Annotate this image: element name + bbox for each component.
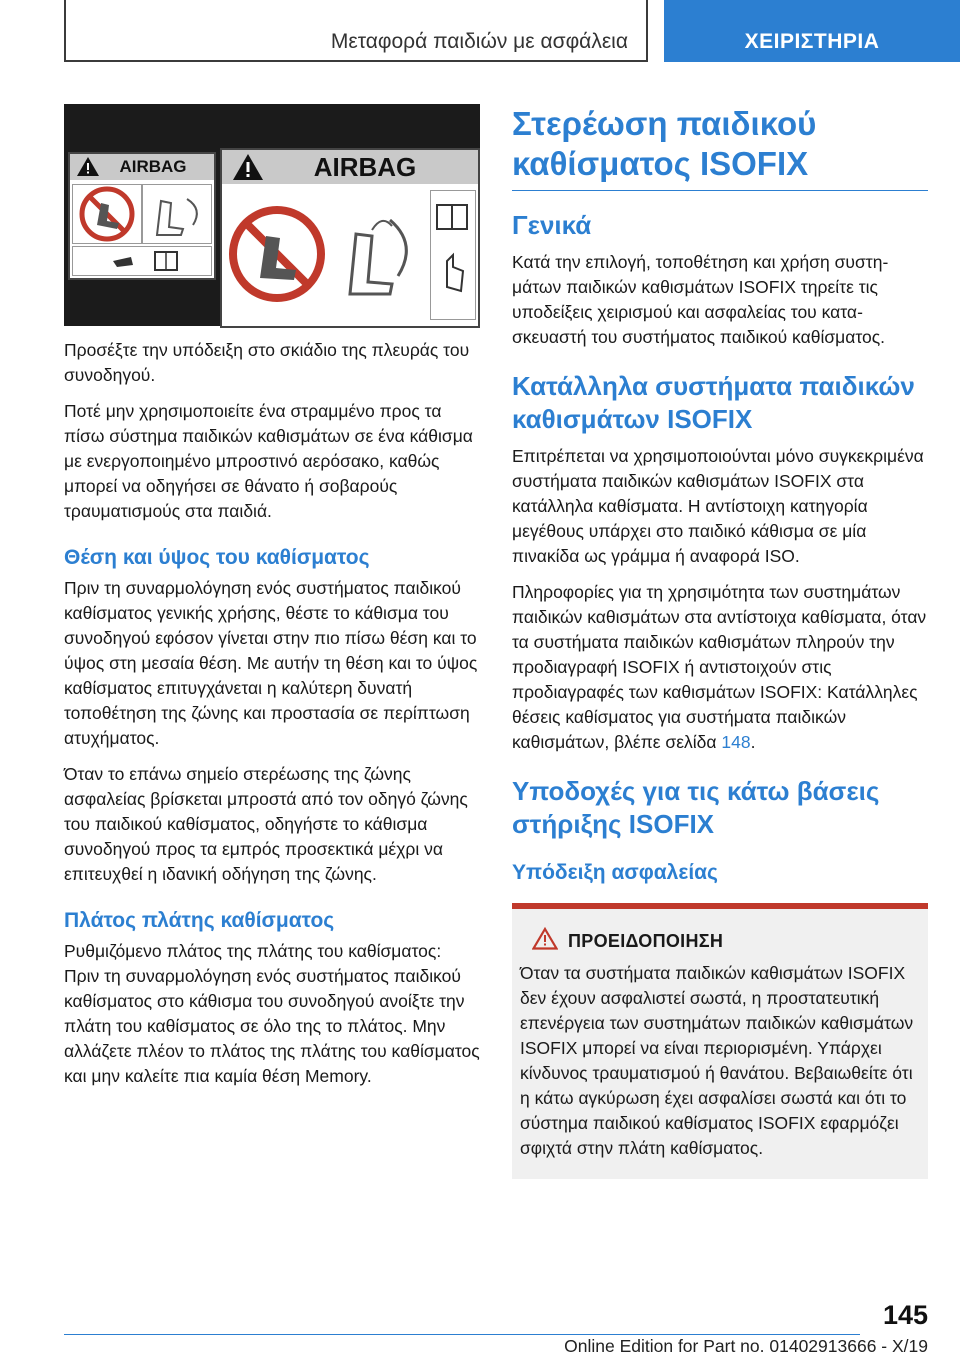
- airbag-label-large-text: AIRBAG: [313, 152, 417, 182]
- paragraph: Όταν το επάνω σημείο στερέωσης της ζώνης ασφαλείας βρίσκεται μπροστά από τον οδηγό ζώνης του παιδικού καθίσματος, οδηγήστε το κάθισμα συνοδηγού προς τα εμπρός προσεκτικά μέχρι να επιτευχθεί η ιδανική οδήγηση της ζώνης.: [64, 764, 468, 884]
- section-box: [64, 0, 648, 62]
- paragraph: [512, 580, 928, 755]
- warning-box: [512, 909, 928, 1179]
- book-icon: [73, 247, 211, 275]
- manual-reference-cell: [430, 190, 476, 320]
- section-title: Μεταφορά παιδιών με ασφάλεια: [330, 30, 628, 53]
- edition-note: Online Edition for Part no. 01402913666 - X/19: [564, 1336, 928, 1356]
- warning-triangle-icon: [232, 153, 264, 189]
- warning-text: Όταν τα συστήματα παιδικών καθισμάτων ISOFIX δεν έχουν ασφαλιστεί σωστά, η προστατευτική επενέργεια των συστημάτων παιδικών καθισμάτων ISOFIX μπορεί να είναι περιορισμένη. Υπάρχει κίνδυνος τραυματισμού ή θανάτου. Βεβαιωθείτε ότι η κάτω αγκύρωση έχει ασφαλίσει σωστά και ότι το σύστημα παιδικού καθίσματος ISOFIX εφαρμόζει σφιχτά στην πλάτη καθίσματος.: [520, 963, 914, 1158]
- paragraph-end: .: [750, 732, 756, 752]
- manual-reference-cell: [72, 246, 212, 276]
- chapter-tab[interactable]: [664, 0, 960, 62]
- no-rear-facing-seat-icon: [72, 184, 142, 244]
- airbag-label-figure: [64, 104, 480, 326]
- airbag-deploy-icon: [142, 184, 212, 244]
- page-number: 145: [882, 1300, 928, 1330]
- airbag-label-large: [220, 148, 480, 328]
- airbag-label-small-text: AIRBAG: [119, 157, 187, 176]
- heading-suitable-systems: Κατάλληλα συστήματα παιδικών καθισμάτων ISOFIX: [512, 371, 915, 434]
- airbag-deploy-icon: [332, 190, 426, 318]
- heading-general: Γενικά: [512, 210, 592, 240]
- paragraph: Ποτέ μην χρησιμοποιείτε ένα στραμμένο προς τα πίσω σύστημα παιδικών καθισμάτων σε ένα κάθισμα με ενεργοποιημένο μπροστινό αερόσακο, καθώς μπορεί να οδηγήσει σε θάνατο ή σοβαρούς τραυματισμούς στα παιδιά.: [64, 401, 473, 521]
- paragraph: Προσέξτε την υπόδειξη στο σκιάδιο της πλευράς του συνοδηγού.: [64, 340, 470, 385]
- heading-isofix-anchors: Υποδοχές για τις κάτω βάσεις στήριξης ISOFIX: [512, 776, 880, 839]
- page-header: [64, 0, 960, 66]
- paragraph: Πριν τη συναρμολόγηση ενός συστήματος παιδικού καθίσματος γενικής χρήσης, θέστε το κάθισμα του συνοδηγού εφόσον γίνεται στην πιο πίσω θέση και το ύψος στη μεσαία θέση. Με αυτήν τη θέση και το ύψος καθίσματος επιτυγχάνεται η καλύτερη δυνατή τοποθέτηση της ζώνης και προστασία σε περίπτωση ατυχήματος.: [64, 578, 478, 748]
- page-link[interactable]: 148: [721, 732, 751, 752]
- paragraph-text: Πληροφορίες για τη χρησιμότητα των συστημάτων παιδικών καθισμάτων στα αντίστοιχα καθίσματα, όταν τα συστήματα παιδικών καθισμάτων πληρούν την προδιαγραφή ISOFIX ή αντιστοιχούν στις προδιαγραφές των καθισμάτων ISOFIX: Κατάλληλες θέσεις καθίσματος για συστήματα παιδικών καθισμάτων, βλέπε σελίδα: [512, 582, 927, 752]
- footer-rule: [64, 1334, 860, 1335]
- chapter-tab-label: ΧΕΙΡΙΣΤΗΡΙΑ: [744, 30, 880, 53]
- heading-safety-note: Υπόδειξη ασφαλείας: [512, 861, 718, 884]
- airbag-label-small: [68, 152, 216, 280]
- paragraph: Επιτρέπεται να χρησιμοποιούνται μόνο συγκεκριμένα συστήματα παιδικών καθισμάτων ISOFIX στα κατάλληλα καθίσματα. Η αντίστοιχη κατηγορία μεγέθους υπάρχει στο παιδικό κάθισμα σε μία πινακίδα ως γράμμα ή αναφορά ISO.: [512, 446, 924, 566]
- title-divider: [512, 190, 928, 191]
- warning-triangle-icon: [76, 156, 100, 185]
- right-column: [512, 104, 928, 1179]
- page-title: Στερέωση παιδικού καθίσματος ISOFIX: [512, 105, 817, 182]
- paragraph: Ρυθμιζόμενο πλάτος της πλάτης του καθίσματος: Πριν τη συναρμολόγηση ενός συστήματος παιδικού καθίσματος στο κάθισμα του συνοδηγού ανοίξτε την πλάτη του καθίσματος σε όλο της το πλάτος. Μην αλλάζετε πλέον το πλάτος της πλάτης του καθίσματος και μην καλείτε πια καμία θέση Memory.: [64, 941, 480, 1086]
- heading-seat-position: Θέση και ύψος του καθίσματος: [64, 546, 370, 569]
- warning-title: ΠΡΟΕΙΔΟΠΟΙΗΣΗ: [568, 930, 724, 951]
- heading-backrest-width: Πλάτος πλάτης καθίσματος: [64, 909, 335, 932]
- left-column: [64, 104, 480, 1100]
- paragraph: Κατά την επιλογή, τοποθέτηση και χρήση συστημάτων παιδικών καθισμάτων ISOFIX τηρείτε τις υποδείξεις χειρισμού και ασφαλείας του κατασκευαστή του συστήματος παιδικού καθίσματος.: [512, 252, 889, 347]
- warning-triangle-icon: [532, 927, 558, 955]
- no-rear-facing-seat-icon: [226, 190, 328, 318]
